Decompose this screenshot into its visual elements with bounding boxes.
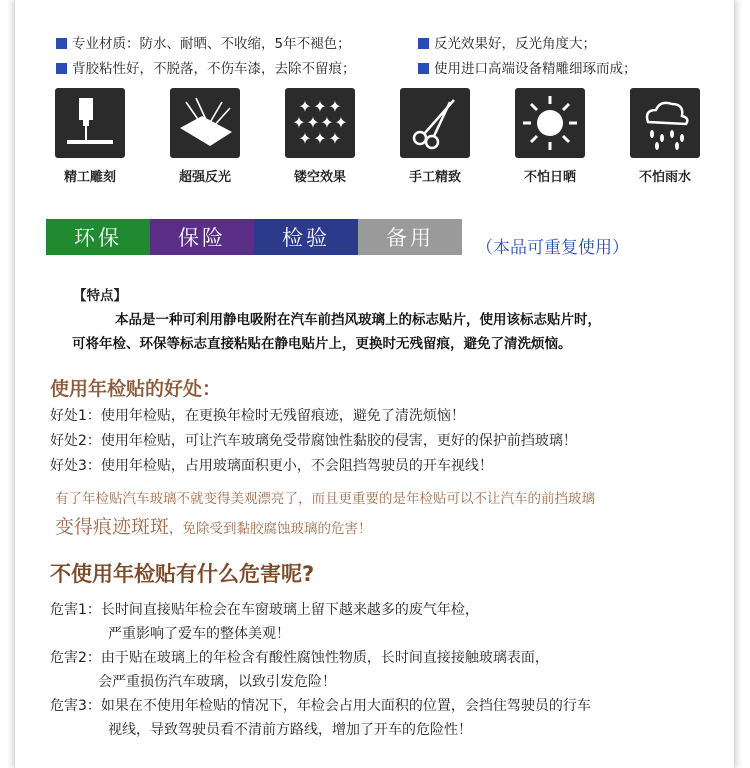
svg-text:✦: ✦ bbox=[298, 129, 312, 148]
feature-icons bbox=[55, 88, 705, 188]
tag-strip bbox=[46, 219, 462, 255]
benefit-item: 好处2：使用年检贴，可让汽车玻璃免受带腐蚀性黏胶的侵害，更好的保护前挡玻璃！ bbox=[50, 433, 577, 449]
benefit-item: 好处1：使用年检贴，在更换年检时无残留痕迹，避免了清洗烦恼！ bbox=[50, 408, 465, 424]
feature-line-1: 本品是一种可利用静电吸附在汽车前挡风玻璃上的标志贴片，使用该标志贴片时， bbox=[115, 312, 601, 328]
sun-icon bbox=[515, 88, 585, 158]
svg-text:✦: ✦ bbox=[298, 97, 312, 116]
icon-label: 不怕雨水 bbox=[638, 170, 691, 185]
svg-text:✦: ✦ bbox=[328, 129, 342, 148]
harms-heading: 不使用年检贴有什么危害呢? bbox=[50, 562, 315, 586]
bullet-text: 专业材质：防水、耐晒、不收缩，5年不褪色； bbox=[72, 36, 351, 52]
tag-eco: 环保 bbox=[46, 219, 150, 255]
laser-engrave-icon bbox=[55, 88, 125, 158]
svg-text:✦: ✦ bbox=[328, 97, 342, 116]
bullet-row-1 bbox=[56, 32, 596, 52]
bullet-text: 使用进口高端设备精雕细琢而成； bbox=[434, 61, 637, 77]
svg-text:✦: ✦ bbox=[313, 97, 327, 116]
icon-label: 超强反光 bbox=[178, 170, 231, 185]
harm-line: 严重影响了爱车的整体美观！ bbox=[108, 626, 290, 642]
rain-cloud-icon bbox=[630, 88, 700, 158]
note-line-1: 有了年检贴汽车玻璃不就变得美观漂亮了，而且更重要的是年检贴可以不让汽车的前挡玻璃 bbox=[55, 491, 595, 507]
tag-spare: 备用 bbox=[358, 219, 462, 255]
icon-cell bbox=[55, 88, 125, 185]
harm-line: 危害3：如果在不使用年检贴的情况下，年检会占用大面积的位置，会挡住驾驶员的行车 bbox=[50, 698, 591, 714]
icon-cell bbox=[515, 88, 585, 185]
reflect-icon bbox=[170, 88, 240, 158]
svg-text:✦: ✦ bbox=[334, 113, 348, 132]
icon-cell bbox=[630, 88, 700, 185]
svg-text:✦: ✦ bbox=[313, 129, 327, 148]
benefit-item: 好处3：使用年检贴，占用玻璃面积更小，不会阻挡驾驶员的开车视线！ bbox=[50, 458, 493, 474]
harm-line: 视线，导致驾驶员看不清前方路线，增加了开车的危险性！ bbox=[108, 722, 472, 738]
svg-text:✦: ✦ bbox=[292, 113, 306, 132]
reuse-note: （本品可重复使用） bbox=[476, 238, 629, 258]
note-line-2 bbox=[55, 512, 372, 539]
harm-line: 会严重损伤汽车玻璃，以致引发危险！ bbox=[98, 674, 336, 690]
tag-inspection: 检验 bbox=[254, 219, 358, 255]
icon-label: 手工精致 bbox=[408, 170, 461, 185]
bullet-text: 反光效果好，反光角度大； bbox=[434, 36, 596, 52]
hollow-stars-icon bbox=[285, 88, 355, 158]
harm-line: 危害1：长时间直接贴年检会在车窗玻璃上留下越来越多的废气年检， bbox=[50, 602, 479, 618]
benefits-heading: 使用年检贴的好处： bbox=[50, 378, 222, 400]
note-emphasis: 变得痕迹斑斑 bbox=[55, 516, 170, 538]
bullet-square-icon bbox=[56, 38, 67, 49]
scissors-icon bbox=[400, 88, 470, 158]
icon-cell bbox=[285, 88, 355, 185]
icon-label: 不怕日晒 bbox=[523, 170, 576, 185]
icon-label: 精工雕刻 bbox=[63, 170, 116, 185]
svg-text:✦: ✦ bbox=[320, 113, 334, 132]
harm-line: 危害2：由于贴在玻璃上的年检含有酸性腐蚀性物质，长时间直接接触玻璃表面， bbox=[50, 650, 549, 666]
icon-label: 镂空效果 bbox=[293, 170, 346, 185]
feature-title: 【特点】 bbox=[73, 288, 127, 304]
bullet-text: 背胶粘性好，不脱落，不伤车漆，去除不留痕； bbox=[72, 61, 356, 77]
feature-line-2: 可将年检、环保等标志直接粘贴在静电贴片上，更换时无残留痕，避免了清洗烦恼。 bbox=[72, 336, 572, 352]
bullet-square-icon bbox=[56, 63, 67, 74]
note-rest: ，免除受到黏胶腐蚀玻璃的危害！ bbox=[169, 521, 372, 537]
tag-insurance: 保险 bbox=[150, 219, 254, 255]
icon-cell bbox=[170, 88, 240, 185]
icon-cell bbox=[400, 88, 470, 185]
bullet-row-2 bbox=[56, 57, 637, 77]
svg-text:✦: ✦ bbox=[306, 113, 320, 132]
bullet-square-icon bbox=[418, 63, 429, 74]
bullet-square-icon bbox=[418, 38, 429, 49]
